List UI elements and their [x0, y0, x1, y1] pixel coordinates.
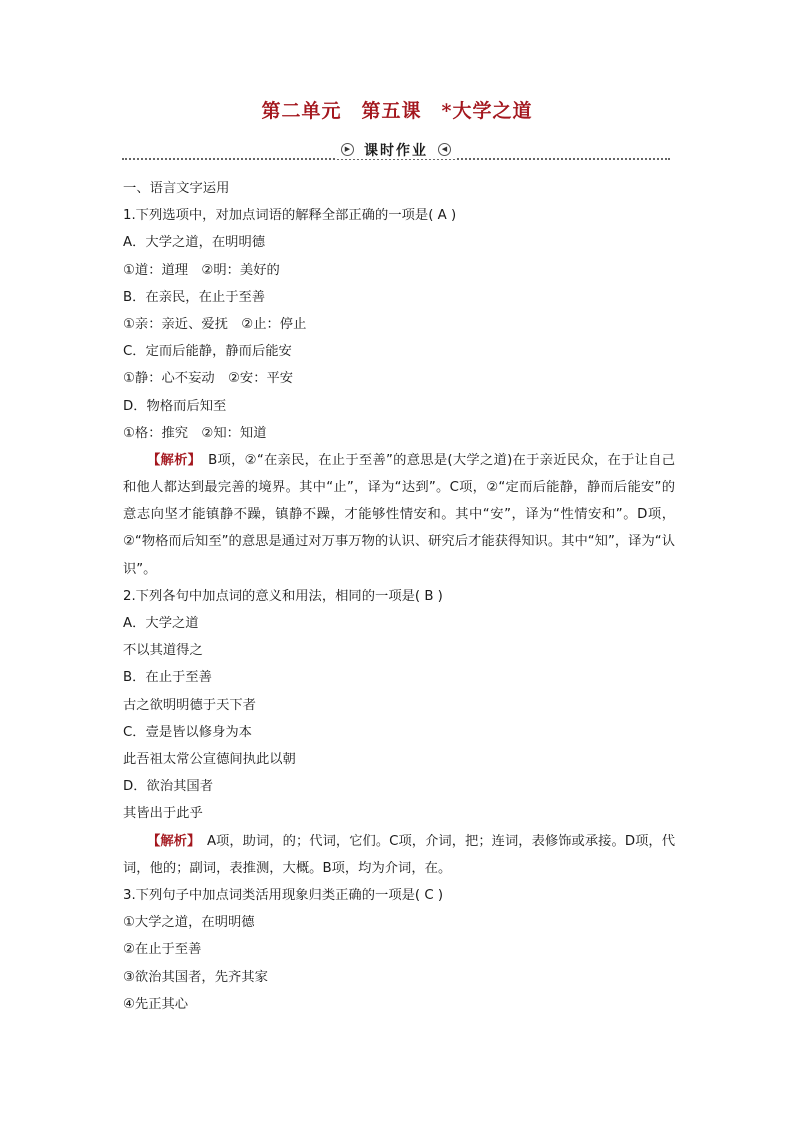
- analysis-paragraph: [123, 447, 675, 583]
- option-line: ①格：推究 ②知：知道: [123, 425, 267, 441]
- option-line: ③欲治其国者，先齐其家: [123, 969, 268, 985]
- question-stem: 2.下列各句中加点词的意义和用法，相同的一项是( B ): [123, 588, 443, 604]
- option-line: C．定而后能静，静而后能安: [123, 344, 292, 360]
- question-stem: 1.下列选项中，对加点词语的解释全部正确的一项是( A ): [123, 208, 457, 224]
- option-line: 此吾祖太常公宣德间执此以朝: [123, 752, 296, 768]
- analysis-text: A项，助词，的；代词，它们。C项，介词，把；连词，表修饰或承接。D项，代词，他的；副词，表推测，大概。B项，均为介词，在。: [123, 833, 675, 876]
- play-left-icon: ◀: [438, 143, 451, 156]
- option-line: 其皆出于此乎: [123, 806, 203, 822]
- option-line: B．在止于至善: [123, 670, 212, 686]
- analysis-tag: 【解析】: [147, 452, 195, 468]
- option-line: ①道：道理 ②明：美好的: [123, 262, 280, 278]
- question-stem: 3.下列句子中加点词类活用现象归类正确的一项是( C ): [123, 887, 444, 903]
- option-line: A．大学之道，在明明德: [123, 235, 266, 251]
- play-right-icon: ▶: [341, 143, 354, 156]
- option-line: 不以其道得之: [123, 643, 203, 659]
- option-line: B．在亲民，在止于至善: [123, 289, 266, 305]
- option-line: ④先正其心: [123, 996, 189, 1012]
- page-title: 第二单元 第五课 *大学之道: [261, 100, 533, 122]
- analysis-text: B项，②“在亲民，在止于至善”的意思是(大学之道)在于亲近民众，在于让自己和他人都达到最完善的境界。其中“止”，译为“达到”。C项，②“定而后能静，静而后能安”的意志向坚才能镇静不躁，镇静不躁，才能够性情安和。其中“安”，译为“性情安和”。D项，②“物格而后知至”的意思是通过对万事万物的认识、研究后才能获得知识。其中“知”，译为“认识”。: [123, 452, 675, 577]
- analysis-paragraph: [123, 828, 675, 882]
- option-line: C．壹是皆以修身为本: [123, 724, 252, 740]
- option-line: ②在止于至善: [123, 942, 202, 958]
- option-line: D．欲治其国者: [123, 779, 214, 795]
- option-line: ①大学之道，在明明德: [123, 915, 255, 931]
- option-line: ①静：心不妄动 ②安：平安: [123, 371, 294, 387]
- banner-label: 课时作业: [364, 142, 428, 159]
- section-heading: 一、语言文字运用: [123, 181, 230, 196]
- analysis-tag: 【解析】: [147, 833, 194, 849]
- document-body: [123, 175, 675, 1018]
- section-banner: [122, 139, 670, 163]
- option-line: ①亲：亲近、爱抚 ②止：停止: [123, 316, 307, 332]
- option-line: D．物格而后知至: [123, 398, 227, 414]
- option-line: A．大学之道: [123, 616, 199, 632]
- option-line: 古之欲明明德于天下者: [123, 697, 256, 713]
